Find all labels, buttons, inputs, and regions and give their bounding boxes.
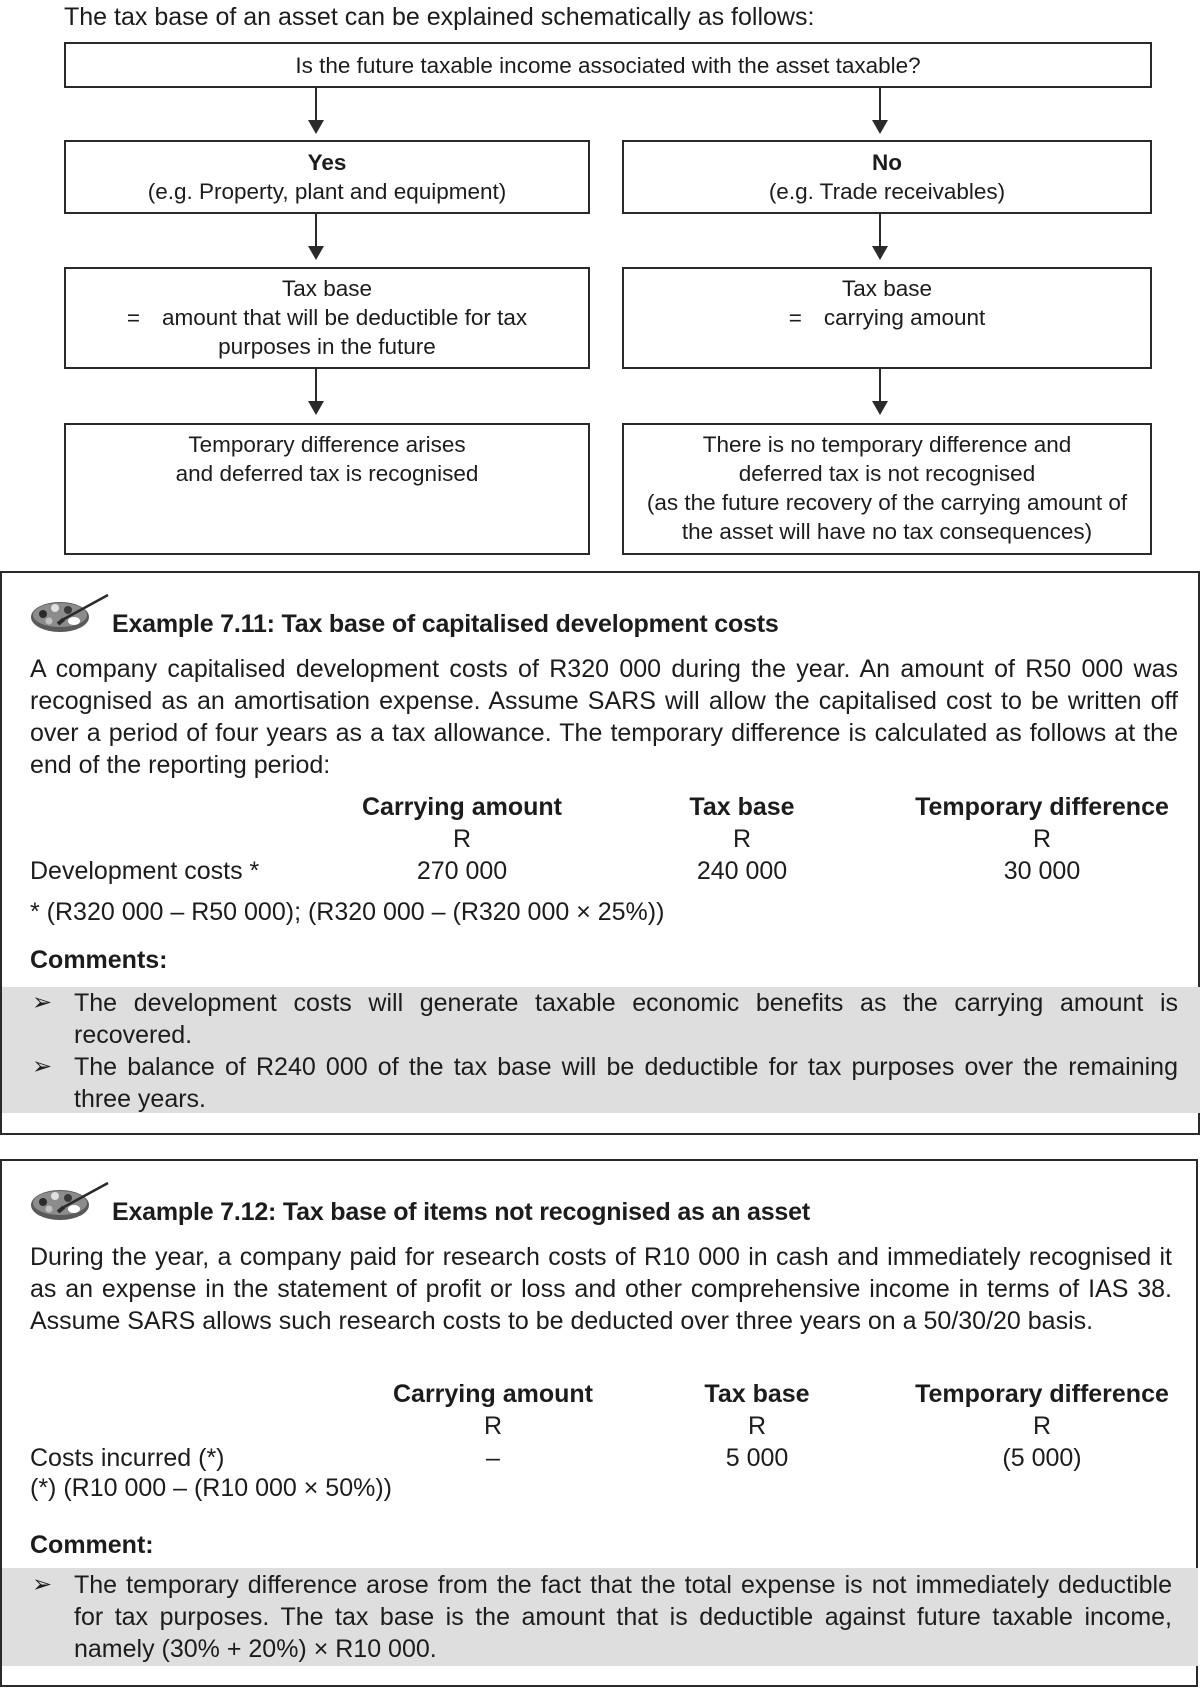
carrying-amount-value: 270 000: [416, 857, 508, 885]
result-line: There is no temporary difference and: [702, 432, 1072, 457]
flow-yes-box: [64, 140, 590, 214]
calculation-footnote: (*) (R10 000 – (R10 000 × 50%)): [30, 1474, 392, 1502]
example-paragraph: A company capitalised development costs of R320 000 during the year. An amount of R50 000 was recognised as an amortisation expense. Assume SARS will allow the capitalised cost to be written off over a period of four years as a tax allowance. The temporary difference is calculated as follows at the end of the reporting period:: [30, 655, 1178, 779]
unit-label: R: [747, 1412, 767, 1440]
connector-line: [879, 88, 881, 122]
comment-item: The balance of R240 000 of the tax base will be deductible for tax purposes over the remaining three years.: [74, 1053, 1178, 1113]
flow-question-box: [64, 42, 1152, 88]
arrow-down-icon: [308, 246, 324, 260]
example-7-11-box: [0, 571, 1200, 1135]
arrow-down-icon: [872, 246, 888, 260]
taxbase-definition: carrying amount: [823, 305, 986, 330]
arrow-down-icon: [308, 120, 324, 134]
example-paragraph: During the year, a company paid for research costs of R10 000 in cash and immediately recognised it as an expense in the statement of profit or loss and other comprehensive income in terms of IAS 38. Assume SARS allows such research costs to be deducted over three years on a 50/30/20 basis.: [30, 1243, 1172, 1335]
connector-line: [879, 214, 881, 248]
comment-item: The development costs will generate taxable economic benefits as the carrying amount is recovered.: [74, 989, 1178, 1049]
arrow-down-icon: [872, 401, 888, 415]
column-header-temporary-difference: Temporary difference: [915, 793, 1169, 821]
arrow-bullet-icon: ➢: [32, 989, 53, 1016]
flow-no-title: No: [872, 150, 902, 175]
unit-label: R: [1032, 825, 1052, 853]
flow-no-box: [622, 140, 1152, 214]
unit-label: R: [1032, 1412, 1052, 1440]
row-label: Development costs *: [30, 857, 260, 885]
example-title: Example 7.11: Tax base of capitalised development costs: [112, 610, 779, 638]
palette-icon: [28, 1179, 110, 1223]
unit-label: R: [732, 825, 752, 853]
result-line: deferred tax is not recognised: [738, 461, 1036, 486]
unit-label: R: [452, 825, 472, 853]
temporary-difference-value: (5 000): [1002, 1444, 1082, 1472]
column-header-tax-base: Tax base: [689, 793, 795, 821]
column-header-carrying-amount: Carrying amount: [392, 1380, 594, 1408]
unit-label: R: [483, 1412, 503, 1440]
connector-line: [315, 88, 317, 122]
connector-line: [315, 369, 317, 403]
temporary-difference-value: 30 000: [1003, 857, 1081, 885]
tax-base-value: 5 000: [725, 1444, 789, 1472]
arrow-bullet-icon: ➢: [32, 1571, 53, 1598]
calculation-footnote: * (R320 000 – R50 000); (R320 000 – (R320 000 × 25%)): [30, 898, 665, 926]
result-line: and deferred tax is recognised: [175, 461, 479, 486]
arrow-bullet-icon: ➢: [32, 1053, 53, 1080]
flow-question-text: Is the future taxable income associated with the asset taxable?: [295, 53, 921, 78]
flow-no-result-box: [622, 423, 1152, 555]
taxbase-definition: amount that will be deductible for tax: [161, 305, 528, 330]
result-line: the asset will have no tax consequences): [681, 519, 1093, 544]
flow-yes-title: Yes: [307, 150, 347, 175]
arrow-down-icon: [308, 401, 324, 415]
intro-text: The tax base of an asset can be explained schematically as follows:: [64, 3, 815, 31]
example-7-12-box: [0, 1159, 1198, 1687]
column-header-carrying-amount: Carrying amount: [361, 793, 563, 821]
carrying-amount-value: –: [486, 1444, 500, 1472]
flow-yes-taxbase-box: [64, 267, 590, 369]
column-header-temporary-difference: Temporary difference: [915, 1380, 1169, 1408]
comment-item: The temporary difference arose from the fact that the total expense is not immediately deductible for tax purposes. The tax base is the amount that is deductible against future taxable income, namely (30% + 20%) × R10 000.: [74, 1571, 1172, 1663]
taxbase-label: Tax base: [841, 276, 933, 301]
comments-heading: Comments:: [30, 946, 168, 974]
taxbase-label: Tax base: [281, 276, 373, 301]
result-line: Temporary difference arises: [188, 432, 466, 457]
example-title: Example 7.12: Tax base of items not recognised as an asset: [112, 1198, 810, 1226]
flow-yes-example: (e.g. Property, plant and equipment): [147, 179, 507, 204]
result-line: (as the future recovery of the carrying amount of: [646, 490, 1128, 515]
column-header-tax-base: Tax base: [704, 1380, 810, 1408]
flow-no-taxbase-box: [622, 267, 1152, 369]
comments-heading: Comment:: [30, 1531, 154, 1559]
flow-no-example: (e.g. Trade receivables): [768, 179, 1006, 204]
taxbase-definition-cont: purposes in the future: [218, 334, 436, 359]
connector-line: [315, 214, 317, 248]
connector-line: [879, 369, 881, 403]
equals-sign: =: [788, 305, 802, 330]
equals-sign: =: [126, 305, 140, 330]
tax-base-value: 240 000: [696, 857, 788, 885]
row-label: Costs incurred (*): [30, 1444, 225, 1472]
palette-icon: [28, 591, 110, 635]
arrow-down-icon: [872, 120, 888, 134]
flow-yes-result-box: [64, 423, 590, 555]
